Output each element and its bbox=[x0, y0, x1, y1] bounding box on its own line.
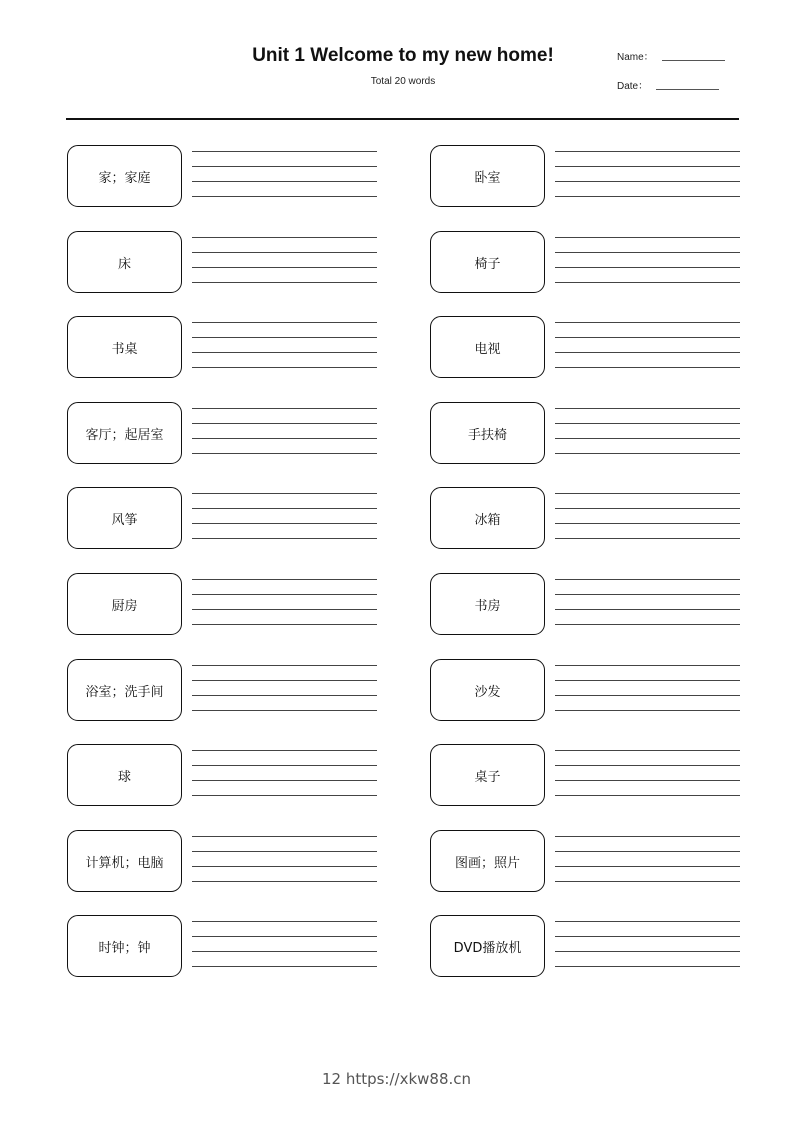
writing-lines bbox=[555, 915, 740, 977]
worksheet-title: Unit 1 Welcome to my new home! bbox=[252, 45, 554, 66]
word-box: 图画；照片 bbox=[430, 830, 545, 892]
word-item bbox=[67, 402, 377, 464]
writing-lines bbox=[555, 145, 740, 207]
writing-line bbox=[555, 881, 740, 882]
writing-line bbox=[192, 579, 377, 580]
writing-line bbox=[555, 337, 740, 338]
writing-line bbox=[555, 695, 740, 696]
writing-line bbox=[555, 181, 740, 182]
word-box: 球 bbox=[67, 744, 182, 806]
writing-line bbox=[192, 881, 377, 882]
writing-line bbox=[192, 780, 377, 781]
name-field bbox=[617, 48, 725, 63]
word-box: 厨房 bbox=[67, 573, 182, 635]
writing-line bbox=[555, 665, 740, 666]
word-item bbox=[67, 744, 377, 806]
word-box: 风筝 bbox=[67, 487, 182, 549]
writing-line bbox=[192, 493, 377, 494]
writing-line bbox=[192, 523, 377, 524]
writing-line bbox=[192, 795, 377, 796]
word-box: 手扶椅 bbox=[430, 402, 545, 464]
writing-line bbox=[192, 538, 377, 539]
writing-line bbox=[555, 322, 740, 323]
writing-line bbox=[555, 624, 740, 625]
writing-lines bbox=[555, 487, 740, 549]
writing-line bbox=[555, 936, 740, 937]
writing-lines bbox=[555, 744, 740, 806]
writing-lines bbox=[192, 573, 377, 635]
word-item bbox=[67, 659, 377, 721]
writing-line bbox=[192, 665, 377, 666]
writing-line bbox=[555, 795, 740, 796]
word-item bbox=[430, 659, 740, 721]
writing-line bbox=[555, 866, 740, 867]
word-item bbox=[430, 915, 740, 977]
writing-line bbox=[555, 836, 740, 837]
writing-line bbox=[555, 609, 740, 610]
page-footer: 12 https://xkw88.cn bbox=[321, 1070, 472, 1088]
writing-line bbox=[192, 322, 377, 323]
writing-line bbox=[555, 579, 740, 580]
writing-line bbox=[555, 166, 740, 167]
writing-lines bbox=[192, 659, 377, 721]
word-box: 客厅；起居室 bbox=[67, 402, 182, 464]
writing-line bbox=[192, 508, 377, 509]
writing-line bbox=[192, 367, 377, 368]
writing-line bbox=[555, 252, 740, 253]
writing-line bbox=[555, 196, 740, 197]
writing-lines bbox=[555, 231, 740, 293]
word-box: 冰箱 bbox=[430, 487, 545, 549]
word-item bbox=[430, 744, 740, 806]
word-item bbox=[430, 231, 740, 293]
word-item bbox=[430, 830, 740, 892]
writing-lines bbox=[192, 145, 377, 207]
writing-lines bbox=[192, 915, 377, 977]
writing-line bbox=[192, 151, 377, 152]
name-blank-line bbox=[662, 60, 725, 61]
writing-line bbox=[555, 282, 740, 283]
word-item bbox=[430, 573, 740, 635]
writing-line bbox=[555, 851, 740, 852]
writing-line bbox=[555, 951, 740, 952]
writing-lines bbox=[555, 573, 740, 635]
word-item bbox=[430, 145, 740, 207]
writing-line bbox=[555, 151, 740, 152]
writing-line bbox=[555, 966, 740, 967]
writing-line bbox=[192, 851, 377, 852]
date-label: Date： bbox=[617, 81, 649, 92]
word-item bbox=[430, 487, 740, 549]
writing-line bbox=[192, 750, 377, 751]
word-box: 时钟；钟 bbox=[67, 915, 182, 977]
writing-line bbox=[192, 166, 377, 167]
writing-line bbox=[555, 680, 740, 681]
writing-line bbox=[555, 453, 740, 454]
word-box: 家；家庭 bbox=[67, 145, 182, 207]
writing-line bbox=[192, 438, 377, 439]
writing-lines bbox=[192, 830, 377, 892]
writing-lines bbox=[192, 316, 377, 378]
writing-line bbox=[555, 367, 740, 368]
word-item bbox=[67, 487, 377, 549]
word-item bbox=[67, 573, 377, 635]
writing-line bbox=[192, 921, 377, 922]
writing-line bbox=[555, 237, 740, 238]
writing-line bbox=[192, 352, 377, 353]
writing-line bbox=[555, 765, 740, 766]
writing-line bbox=[555, 750, 740, 751]
date-blank-line bbox=[656, 89, 719, 90]
word-box: DVD播放机 bbox=[430, 915, 545, 977]
writing-line bbox=[555, 780, 740, 781]
writing-line bbox=[555, 538, 740, 539]
writing-line bbox=[192, 765, 377, 766]
word-box: 计算机；电脑 bbox=[67, 830, 182, 892]
writing-lines bbox=[192, 402, 377, 464]
writing-line bbox=[192, 966, 377, 967]
writing-line bbox=[555, 408, 740, 409]
writing-line bbox=[555, 594, 740, 595]
writing-line bbox=[555, 438, 740, 439]
word-item bbox=[67, 145, 377, 207]
word-box: 椅子 bbox=[430, 231, 545, 293]
writing-line bbox=[555, 267, 740, 268]
writing-line bbox=[555, 710, 740, 711]
writing-line bbox=[192, 337, 377, 338]
writing-line bbox=[555, 352, 740, 353]
writing-line bbox=[192, 594, 377, 595]
writing-line bbox=[192, 423, 377, 424]
writing-line bbox=[192, 237, 377, 238]
writing-line bbox=[555, 423, 740, 424]
writing-line bbox=[192, 267, 377, 268]
word-item bbox=[67, 316, 377, 378]
writing-line bbox=[192, 866, 377, 867]
writing-line bbox=[192, 453, 377, 454]
writing-line bbox=[192, 181, 377, 182]
word-box: 沙发 bbox=[430, 659, 545, 721]
writing-line bbox=[192, 252, 377, 253]
writing-lines bbox=[192, 231, 377, 293]
writing-line bbox=[192, 624, 377, 625]
word-item bbox=[67, 915, 377, 977]
writing-line bbox=[192, 408, 377, 409]
writing-lines bbox=[192, 744, 377, 806]
writing-lines bbox=[555, 402, 740, 464]
writing-line bbox=[192, 680, 377, 681]
writing-lines bbox=[192, 487, 377, 549]
writing-line bbox=[192, 836, 377, 837]
writing-line bbox=[192, 936, 377, 937]
date-field bbox=[617, 77, 719, 92]
word-box: 电视 bbox=[430, 316, 545, 378]
word-item bbox=[67, 830, 377, 892]
writing-line bbox=[555, 523, 740, 524]
word-count-subtitle: Total 20 words bbox=[370, 76, 436, 87]
header-divider bbox=[66, 118, 739, 120]
writing-lines bbox=[555, 316, 740, 378]
word-box: 桌子 bbox=[430, 744, 545, 806]
word-item bbox=[430, 316, 740, 378]
word-item bbox=[430, 402, 740, 464]
word-box: 书房 bbox=[430, 573, 545, 635]
writing-line bbox=[555, 493, 740, 494]
writing-line bbox=[192, 282, 377, 283]
word-item bbox=[67, 231, 377, 293]
writing-line bbox=[555, 508, 740, 509]
writing-line bbox=[192, 710, 377, 711]
writing-line bbox=[555, 921, 740, 922]
word-box: 浴室；洗手间 bbox=[67, 659, 182, 721]
writing-line bbox=[192, 951, 377, 952]
word-box: 卧室 bbox=[430, 145, 545, 207]
writing-line bbox=[192, 609, 377, 610]
word-box: 床 bbox=[67, 231, 182, 293]
word-box: 书桌 bbox=[67, 316, 182, 378]
writing-lines bbox=[555, 659, 740, 721]
name-label: Name： bbox=[617, 52, 654, 63]
writing-line bbox=[192, 196, 377, 197]
writing-lines bbox=[555, 830, 740, 892]
writing-line bbox=[192, 695, 377, 696]
